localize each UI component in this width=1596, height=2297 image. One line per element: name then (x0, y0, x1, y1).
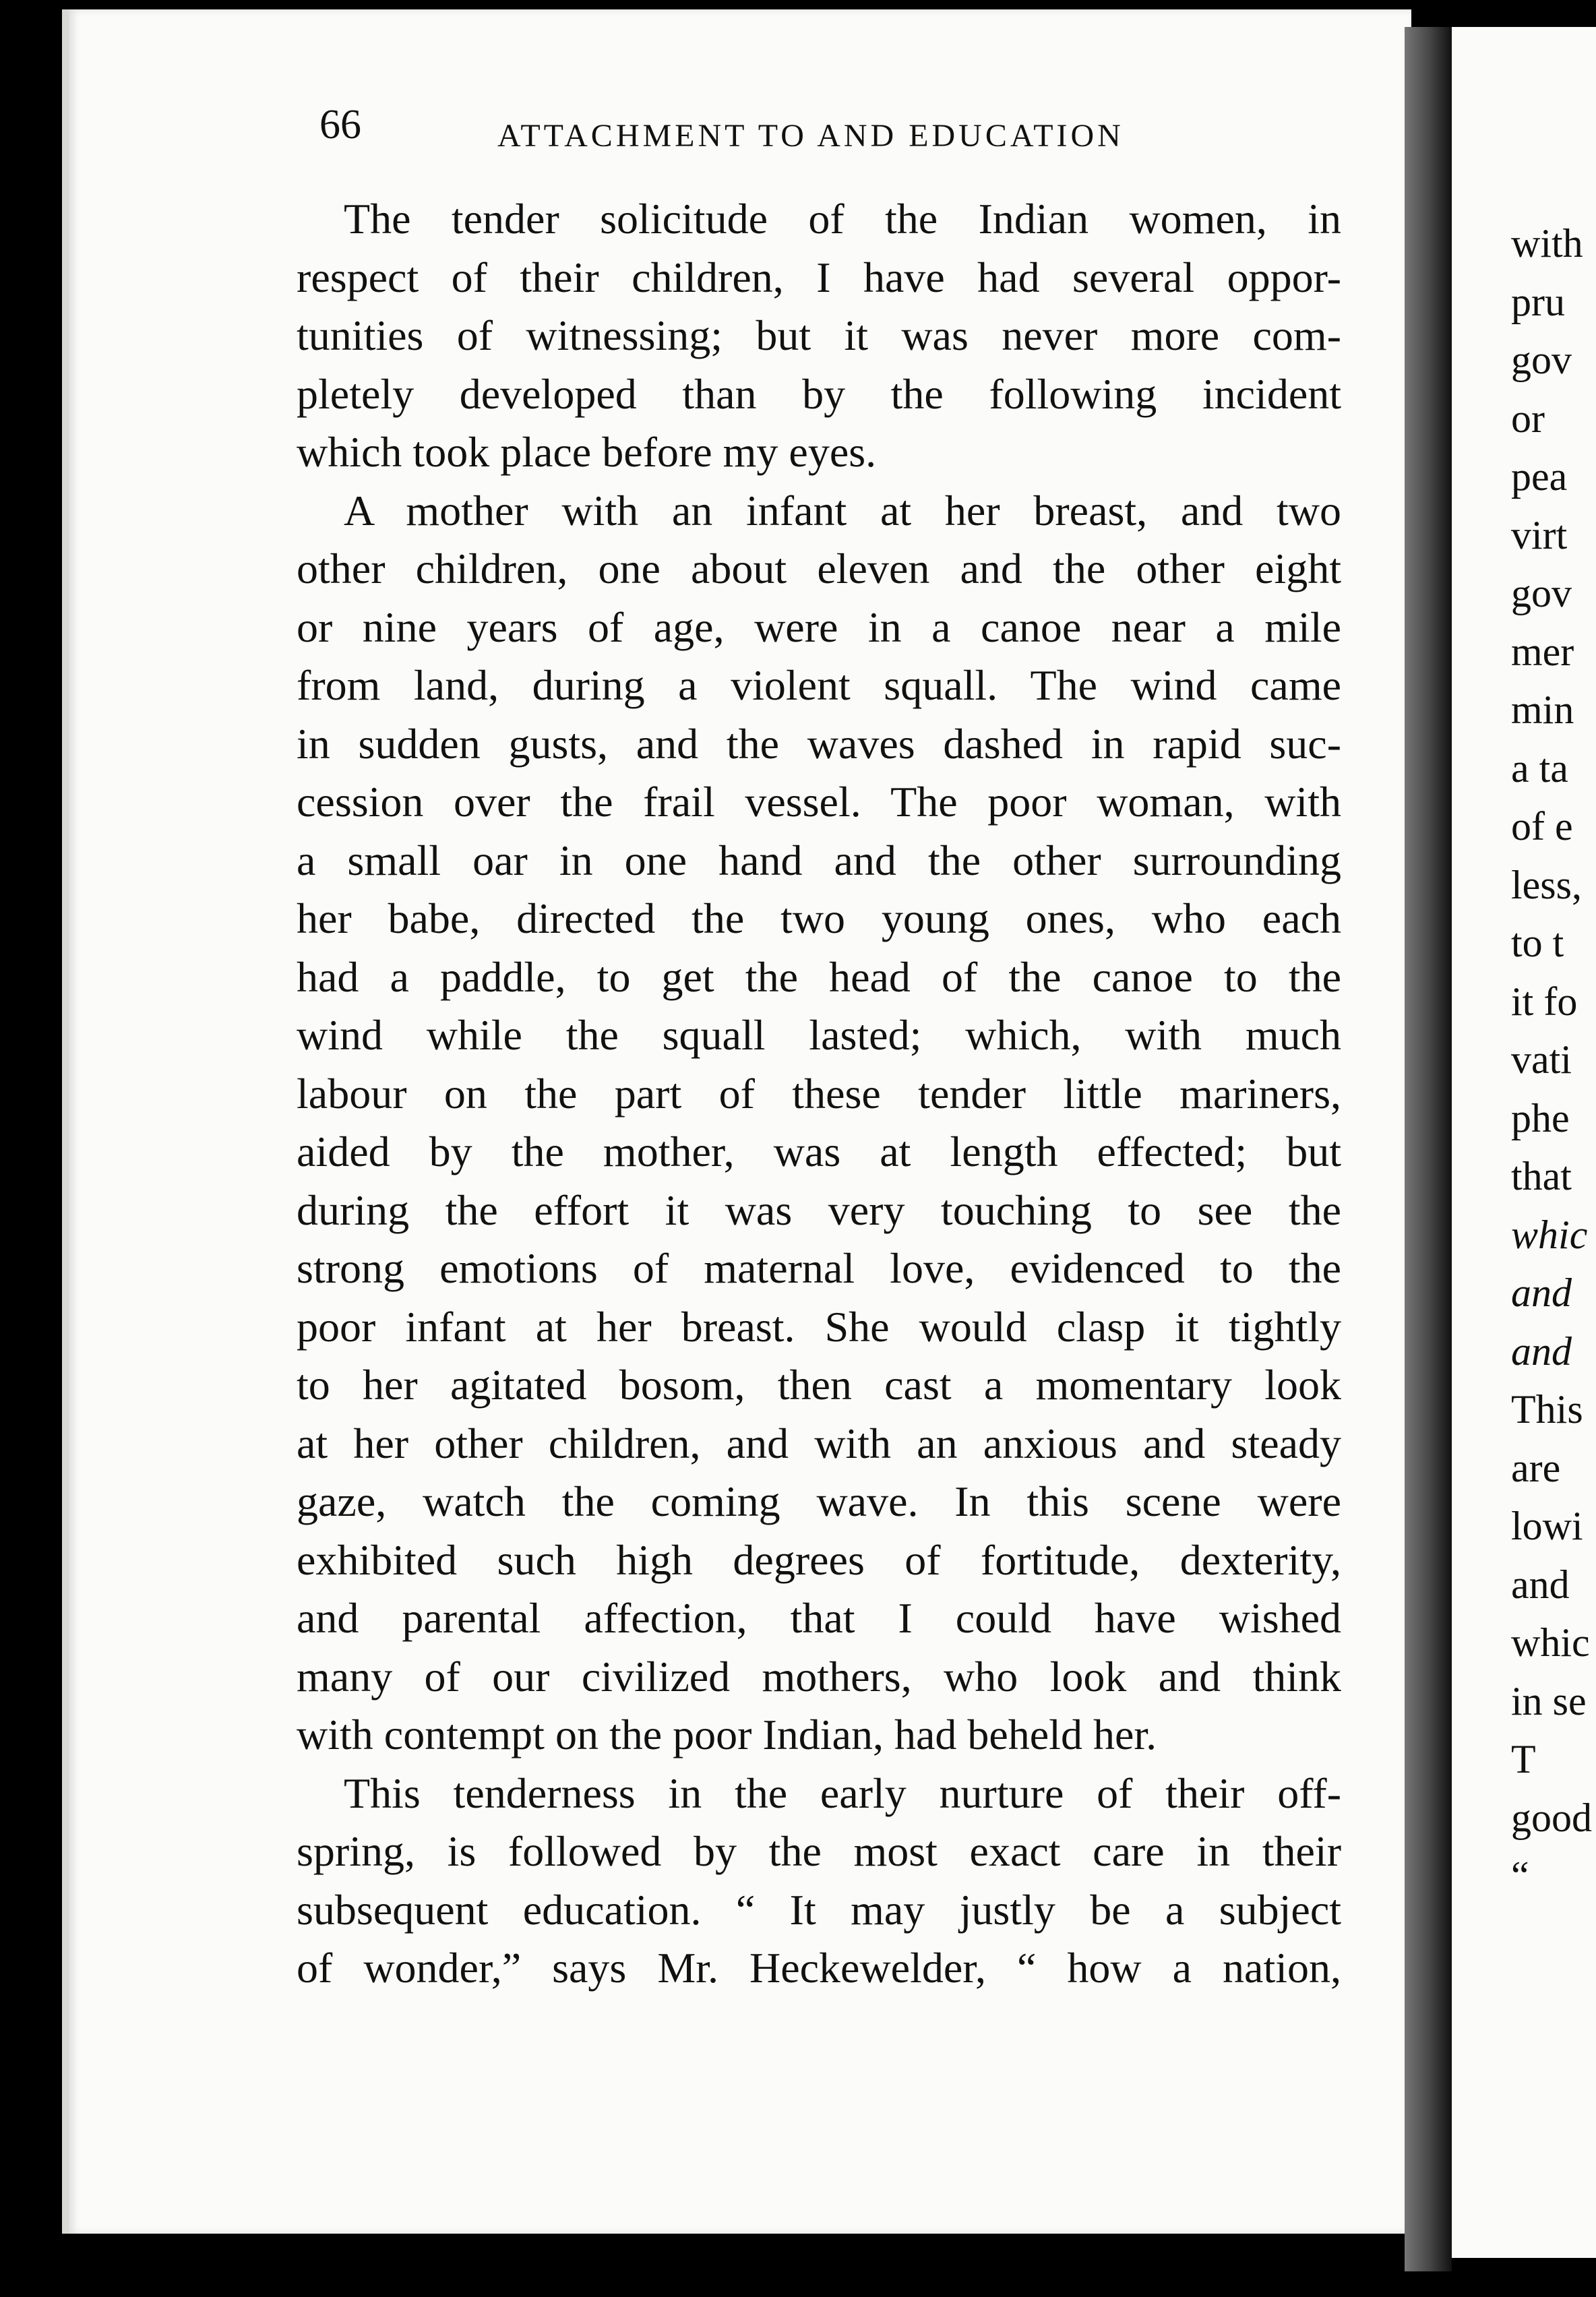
text-line: with contempt on the poor Indian, had beheld her. (297, 1711, 1157, 1758)
right-page-line: or (1511, 396, 1545, 441)
right-page-line: of e (1511, 804, 1573, 849)
text-line: respect of their children, I have had several oppor- (297, 253, 1341, 301)
right-page-line: with (1511, 221, 1583, 266)
text-line: of wonder,” says Mr. Heckewelder, “ how a nation, (297, 1944, 1341, 1992)
right-page-line: virt (1511, 512, 1568, 557)
right-page-line: it fo (1511, 979, 1578, 1024)
right-page-line: to t (1511, 921, 1564, 965)
text-line: pletely developed than by the following incident (297, 369, 1341, 418)
right-page-line: and (1511, 1328, 1572, 1374)
right-page-line: a ta (1511, 745, 1568, 791)
text-line: tunities of witnessing; but it was never more com- (297, 311, 1341, 359)
right-page-line: pea (1511, 454, 1568, 499)
text-line: in sudden gusts, and the waves dashed in rapid suc- (297, 719, 1341, 768)
right-page (1452, 27, 1596, 2258)
right-page-line: “ (1511, 1854, 1529, 1898)
right-page-line: and (1511, 1270, 1572, 1315)
right-page-line: are (1511, 1445, 1561, 1490)
text-line: gaze, watch the coming wave. In this scene were (297, 1477, 1341, 1525)
text-line: or nine years of age, were in a canoe near a mile (297, 603, 1341, 651)
running-head (317, 108, 1388, 162)
text-line: many of our civilized mothers, who look and think (297, 1652, 1341, 1701)
text-line: from land, during a violent squall. The wind came (297, 661, 1341, 709)
text-line: aided by the mother, was at length effected; but (297, 1128, 1341, 1175)
text-line: her babe, directed the two young ones, who each (297, 894, 1341, 942)
right-page-line: vati (1511, 1037, 1572, 1082)
right-page-line: good (1511, 1795, 1592, 1840)
right-page-line: less, (1511, 862, 1582, 907)
text-line: wind while the squall lasted; which, with much (297, 1011, 1341, 1059)
text-line: cession over the frail vessel. The poor woman, with (297, 778, 1341, 826)
right-page-line: phe (1511, 1095, 1570, 1140)
right-page-line: in se (1511, 1678, 1587, 1723)
text-line: other children, one about eleven and the other eight (297, 545, 1341, 592)
text-line: A mother with an infant at her breast, and two (344, 486, 1341, 534)
text-line: during the effort it was very touching to see the (297, 1186, 1341, 1234)
body-text (297, 190, 1341, 1998)
right-page-line: T (1511, 1737, 1536, 1781)
right-page-text (1511, 214, 1592, 1905)
text-line: poor infant at her breast. She would clasp it tightly (297, 1302, 1341, 1351)
right-page-line: lowi (1511, 1504, 1583, 1548)
text-line: had a paddle, to get the head of the canoe to the (297, 952, 1341, 1001)
right-page-line: mer (1511, 629, 1574, 674)
text-line: subsequent education. “ It may justly be a subject (297, 1885, 1341, 1934)
text-line: labour on the part of these tender little mariners, (297, 1069, 1341, 1117)
right-page-line: gov (1511, 338, 1572, 382)
running-title: ATTACHMENT TO AND EDUCATION (497, 118, 1124, 154)
text-line: spring, is followed by the most exact care in their (297, 1827, 1341, 1875)
text-line: at her other children, and with an anxious and steady (297, 1419, 1341, 1467)
text-line: a small oar in one hand and the other surrounding (297, 836, 1341, 884)
book-gutter (1405, 27, 1452, 2271)
right-page-line: and (1511, 1562, 1570, 1607)
text-line: strong emotions of maternal love, evidenced to the (297, 1244, 1341, 1292)
text-line: and parental affection, that I could have wished (297, 1594, 1341, 1642)
text-line: exhibited such high degrees of fortitude, dexterity, (297, 1535, 1341, 1584)
right-page-line: whic (1511, 1212, 1588, 1257)
right-page-line: pru (1511, 279, 1565, 324)
right-page-line: that (1511, 1154, 1572, 1198)
text-line: The tender solicitude of the Indian women, in (344, 195, 1341, 243)
right-page-line: This (1511, 1387, 1583, 1432)
right-page-line: min (1511, 687, 1574, 732)
right-page-line: whic (1511, 1620, 1590, 1665)
text-line: This tenderness in the early nurture of their off- (344, 1769, 1341, 1817)
text-line: which took place before my eyes. (297, 428, 877, 476)
right-page-line: gov (1511, 571, 1572, 615)
text-line: to her agitated bosom, then cast a momentary look (297, 1361, 1341, 1409)
page-number: 66 (319, 102, 361, 148)
